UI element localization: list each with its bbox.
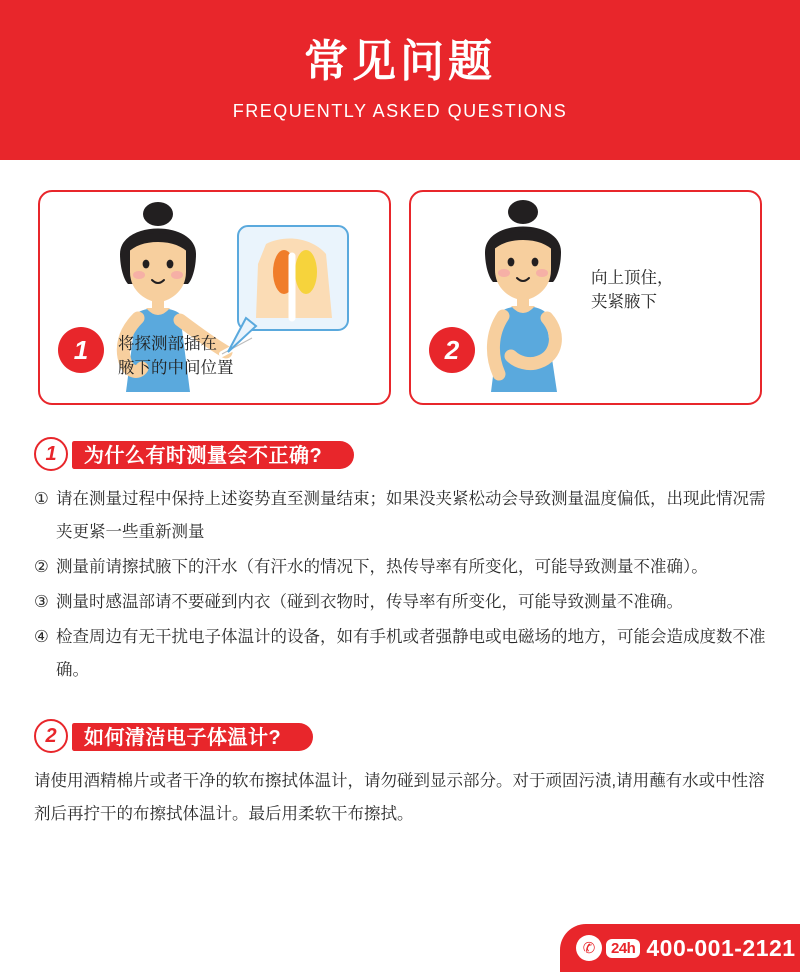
step-caption-2-line2: 夹紧腋下 [591,293,657,312]
faq-answer-item [34,483,766,549]
page-title: 常见问题 [304,37,496,87]
contact-footer [560,924,800,972]
faq-title-wrap-1 [78,437,332,471]
contact-phone-number: 400-001-2121 [646,934,796,961]
step-caption-1-line1: 将探测部插在 [118,334,217,353]
step-badge-2: 2 [429,327,475,373]
faq-question-2: 如何清洁电子体温计? [84,727,282,749]
faq-answer-item [34,586,766,619]
faq-answer-paragraph-2: 请使用酒精棉片或者干净的软布擦拭体温计，请勿碰到显示部分。对于顽固污渍,请用蘸有水或中性溶剂后再拧干的布擦拭体温计。最后用柔软干布擦拭。 [34,772,765,823]
page-subtitle: FREQUENTLY ASKED QUESTIONS [232,100,568,121]
step-caption-2-line1: 向上顶住， [591,268,674,287]
step-caption-1 [118,332,234,382]
list-text: 检查周边有无干扰电子体温计的设备，如有手机或者强静电或电磁场的地方，可能会造成度数不准确。 [56,628,766,679]
list-text: 测量时感温部请不要碰到内衣（碰到衣物时，传导率有所变化，可能导致测量不准确。 [56,593,683,611]
step-card-1 [38,190,391,405]
list-marker: ① [34,490,49,508]
faq-answer-item [34,551,766,584]
faq-heading-2 [34,719,766,753]
list-marker: ④ [34,628,49,646]
faq-section-2 [0,719,800,831]
faq-number-1: 1 [34,437,68,471]
list-marker: ③ [34,593,49,611]
list-text: 测量前请擦拭腋下的汗水（有汗水的情况下，热传导率有所变化，可能导致测量不准确）。 [56,558,708,576]
hours-badge: 24h [606,939,640,958]
illustration-step-2 [411,192,751,405]
list-text: 请在测量过程中保持上述姿势直至测量结束；如果没夹紧松动会导致测量温度偏低，出现此情况需夹更紧一些重新测量 [56,490,766,541]
step-caption-2 [591,266,674,316]
phone-icon: ✆ [576,935,602,961]
page-header [0,0,800,160]
faq-answer-item [34,621,766,687]
list-marker: ② [34,558,49,576]
faq-answer-list-1 [34,483,766,687]
step-cards [0,160,800,405]
faq-section-1 [0,437,800,687]
faq-number-2: 2 [34,719,68,753]
step-badge-1: 1 [58,327,104,373]
step-card-2 [409,190,762,405]
faq-question-1: 为什么有时测量会不正确? [84,445,323,467]
step-caption-1-line2: 腋下的中间位置 [118,359,234,378]
faq-title-wrap-2 [78,719,291,753]
faq-heading-1 [34,437,766,471]
